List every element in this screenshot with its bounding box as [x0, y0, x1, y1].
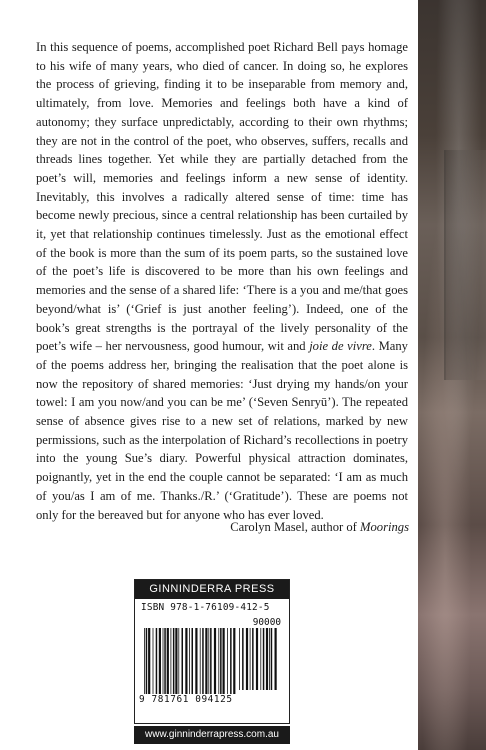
- barcode-bar: [269, 628, 270, 690]
- barcode-bar: [171, 628, 172, 694]
- barcode-bar: [167, 628, 169, 694]
- barcode-bar: [153, 628, 154, 694]
- barcode-bar: [192, 628, 194, 694]
- blurb-body: In this sequence of poems, accomplished poet Richard Bell pays homage to his wife of many years, who died of cancer. In doing so, he explores the process of grieving, finding it to be inseparable from memory and, ultimately, from love. Memories and feelings both have a kind of autonomy; they surface unpredictably, according to their own rhythms; they are not in the control of the poet, who observes, suffers, recalls and threads lines together. Yet while they are partially detached from the poet’s will, memories and feelings inform a new sense of identity. Inevitably, this involves a radically altered sense of time: time has become newly precious, since a central relationship has been curtailed by it, yet that relationship continues timelessly. Just as the emotional effect of the book is more than the sum of its poem parts, so the sustained love of the poet’s life is discovered to be more than his own feelings and memories and the sense of a shared life: ‘There is a you and me/that goes beyond/what is’ (‘Grief is just another feeling’). Indeed, one of the book’s great strengths is the portrayal of the lively personality of the poet’s wife – her nervousness, good humour, wit and: [36, 40, 408, 354]
- barcode-bar: [164, 628, 166, 694]
- barcode-bar: [146, 628, 148, 694]
- barcode-panel: [134, 579, 290, 724]
- barcode-bar: [260, 628, 261, 690]
- barcode-bar: [189, 628, 190, 694]
- barcode-bar: [218, 628, 219, 694]
- blurb-italic-phrase: joie de vivre: [309, 339, 372, 354]
- barcode-bar: [223, 628, 225, 694]
- barcode-bar: [195, 628, 197, 694]
- barcode-addon-bars: [239, 628, 279, 694]
- barcode-bar: [163, 628, 164, 694]
- publisher-name: GINNINDERRA PRESS: [135, 580, 289, 599]
- barcode-bar: [227, 628, 228, 694]
- barcode-bar: [178, 628, 179, 694]
- barcode-bar: [144, 628, 145, 694]
- barcode-bar: [230, 628, 232, 694]
- barcode-bar: [200, 628, 201, 694]
- blurb-attribution: [230, 518, 409, 536]
- isbn-label: ISBN 978-1-76109-412-5: [141, 602, 270, 613]
- barcode-bar: [252, 628, 254, 690]
- barcode-bar: [182, 628, 184, 694]
- barcode-bar: [185, 628, 187, 694]
- barcode-bar: [275, 628, 277, 690]
- barcode-bar: [148, 628, 150, 694]
- publisher-website: www.ginninderrapress.com.au: [134, 726, 290, 744]
- barcode-bar: [271, 628, 273, 690]
- barcode-bar: [159, 628, 161, 694]
- barcode-bar: [173, 628, 175, 694]
- barcode-bar: [250, 628, 251, 690]
- barcode-bar: [266, 628, 268, 690]
- price-code: 90000: [252, 617, 281, 628]
- barcode-bar: [214, 628, 216, 694]
- attribution-book-title: Moorings: [360, 520, 409, 534]
- barcode-digits: 9 781761 094125: [139, 694, 233, 705]
- barcode-bar: [175, 628, 177, 694]
- barcode-bar: [220, 628, 222, 694]
- photo-window-frame: [444, 150, 486, 380]
- barcode-bar: [202, 628, 204, 694]
- attribution-author: Carolyn Masel, author of: [230, 520, 361, 534]
- blurb-text: [36, 38, 408, 524]
- barcode-bar: [208, 628, 209, 694]
- barcode-bar: [205, 628, 207, 694]
- barcode-bar: [210, 628, 212, 694]
- blurb-body-continued: . Many of the poems address her, bringing the realisation that the poet alone is now the repository of shared memories: ‘Just drying my hands/on your towel: I am you now/and you can be me’ (‘Seven Senryū’). The repeated sense of absence gives rise to a new set of relations, marked by new permissions, such as the interpolation of Richard’s recollections in poetry into the young Sue’s diary. Powerful physical attraction dominates, poignantly, yet in the end the couple cannot be separated: ‘I am as much of you/as I am of me. Thanks./R.’ (‘Gratitude’). These are poems not only for the bereaved but for anyone who has ever loved.: [36, 339, 408, 522]
- barcode-bar: [246, 628, 248, 690]
- barcode-bar: [242, 628, 244, 690]
- barcode-bar: [233, 628, 235, 694]
- barcode-bar: [239, 628, 240, 690]
- barcode-bar: [263, 628, 265, 690]
- barcode-bar: [256, 628, 258, 690]
- barcode-bar: [156, 628, 158, 694]
